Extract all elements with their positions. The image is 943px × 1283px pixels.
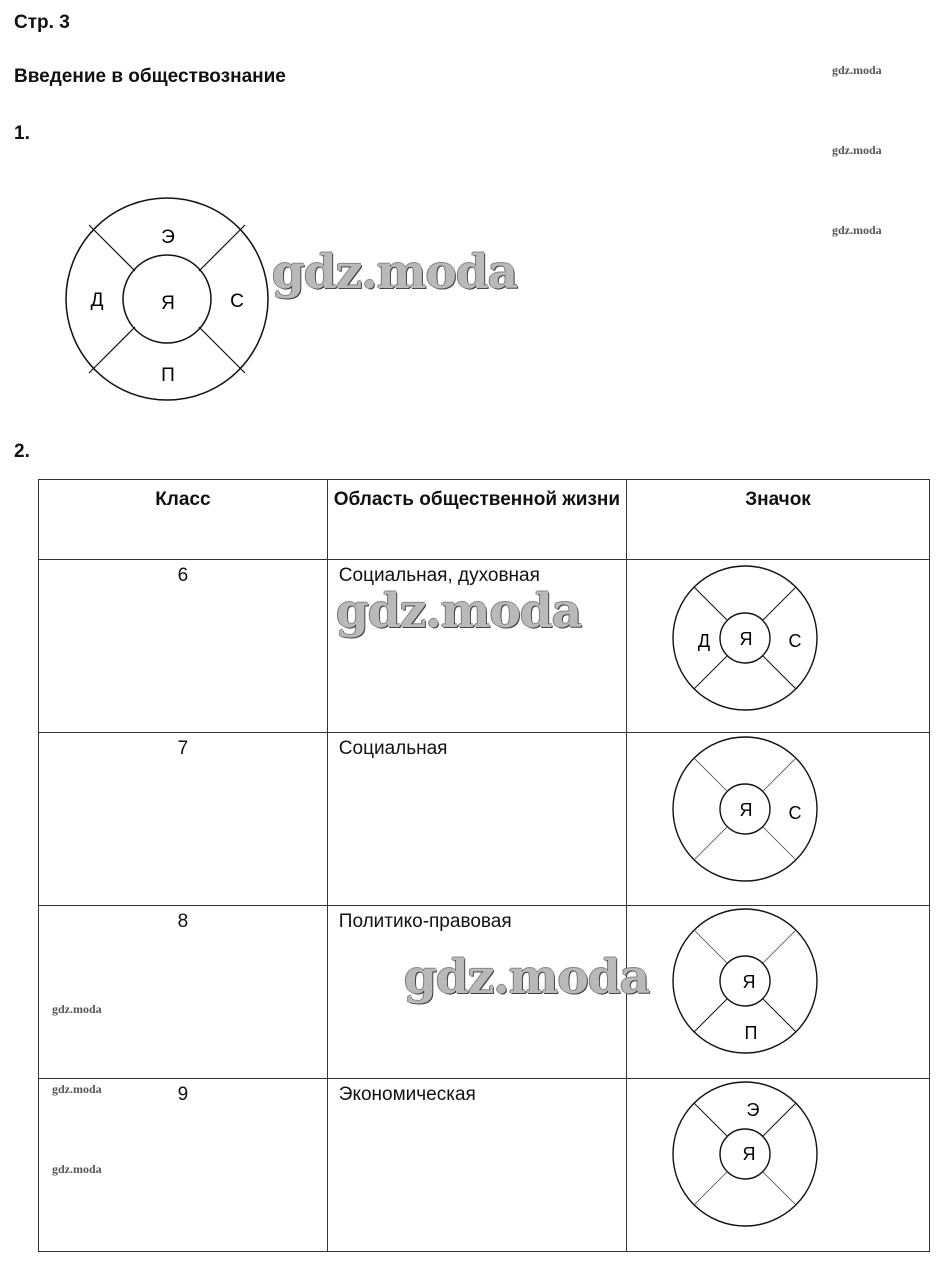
header-icon: Значок (627, 480, 930, 560)
label-right: С (230, 291, 244, 312)
icon-label-center: Я (739, 800, 753, 820)
icon-label-center: Я (742, 1144, 756, 1164)
table-header-row (39, 480, 930, 560)
divider-line (694, 999, 727, 1032)
divider-line (89, 327, 135, 373)
sphere-icon (627, 906, 927, 1072)
divider-line (694, 656, 727, 689)
divider-line (763, 999, 796, 1032)
table-row (39, 733, 930, 906)
divider-line (763, 758, 796, 791)
divider-line (89, 225, 135, 271)
divider-line (763, 930, 796, 963)
watermark-small: gdz.moda (832, 63, 882, 77)
icon-label-right: С (788, 631, 802, 651)
watermark-large: gdz.moda (404, 950, 650, 1005)
label-center: Я (161, 293, 175, 314)
area-name: Экономическая (338, 1084, 476, 1105)
table-row (39, 1079, 930, 1252)
divider-line (763, 1172, 796, 1205)
watermark-small: gdz.moda (52, 1002, 102, 1016)
area-name: Социальная (338, 738, 448, 759)
icon-label-right: С (788, 803, 802, 823)
icon-label-center: Я (742, 972, 756, 992)
spheres-table (38, 479, 930, 1252)
page-number: Стр. 3 (14, 12, 70, 33)
class-number: 8 (177, 911, 189, 932)
class-number: 7 (177, 738, 189, 759)
watermark-small: gdz.moda (832, 143, 882, 157)
label-top: Э (161, 227, 175, 248)
divider-line (763, 827, 796, 860)
header-class: Класс (39, 480, 328, 560)
watermark-small: gdz.moda (52, 1162, 102, 1176)
icon-label-top: Э (746, 1100, 760, 1120)
spheres-diagram (50, 195, 280, 405)
watermark-small: gdz.moda (52, 1082, 102, 1096)
divider-line (694, 827, 727, 860)
divider-line (694, 587, 727, 620)
sphere-icon (627, 733, 927, 899)
divider-line (199, 327, 245, 373)
area-name: Политико-правовая (338, 911, 512, 932)
watermark-large: gdz.moda (336, 584, 582, 639)
divider-line (694, 1103, 727, 1136)
label-left: Д (90, 290, 104, 311)
divider-line (763, 587, 796, 620)
sphere-icon (627, 560, 927, 726)
watermark-large: gdz.moda (272, 245, 518, 300)
divider-line (694, 930, 727, 963)
divider-line (199, 225, 245, 271)
section-title: Введение в обществознание (14, 66, 286, 87)
icon-label-left: Д (697, 631, 711, 651)
watermark-small: gdz.moda (832, 223, 882, 237)
area-name: Социальная, духовная (338, 565, 540, 586)
icon-label-bottom: П (744, 1023, 758, 1043)
table-row (39, 906, 930, 1079)
task-2-number: 2. (14, 441, 30, 462)
divider-line (694, 1172, 727, 1205)
class-number: 9 (177, 1084, 189, 1105)
label-bottom: П (161, 365, 175, 386)
class-number: 6 (177, 565, 189, 586)
table-row (39, 560, 930, 733)
icon-label-center: Я (739, 629, 753, 649)
divider-line (763, 1103, 796, 1136)
task-1-number: 1. (14, 123, 30, 144)
sphere-icon (627, 1079, 927, 1245)
divider-line (763, 656, 796, 689)
header-area: Область общественной жизни (327, 480, 626, 560)
divider-line (694, 758, 727, 791)
